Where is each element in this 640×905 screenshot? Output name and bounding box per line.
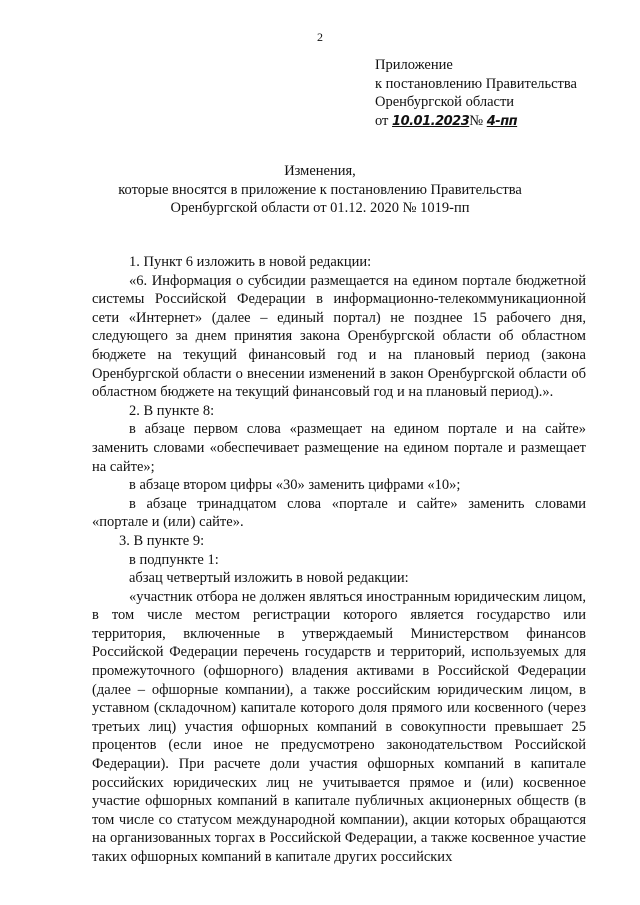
title-line-2: которые вносятся в приложение к постановлению Правительства: [118, 181, 522, 198]
paragraph-subitem-1: в подпункте 1:: [129, 551, 219, 568]
date-prefix: от: [375, 112, 389, 129]
appendix-line-1: Приложение: [375, 57, 453, 73]
paragraph-item-1: 1. Пункт 6 изложить в новой редакции:: [129, 254, 372, 270]
paragraph-quote-6: «6. Информация о субсидии размещается на едином портале бюджетной системы Российской Федерации в информационно-телекоммуникационной сети «Интернет» (далее – единый портал) не позднее 15 рабочего дня, следующего за днем принятия закона Оренбургской области об областном бюджете на текущий финансовый год и на плановый период (закона Оренбургской области о внесении изменений в закон Оренбургской области об областном бюджете на текущий финансовый год и на плановый период).».: [92, 272, 586, 401]
page-number: 2: [317, 30, 323, 44]
appendix-date-line: [375, 112, 577, 132]
paragraph-item-2-b: в абзаце втором цифры «30» заменить цифрами «10»;: [129, 477, 461, 494]
paragraph-quote-participant: «участник отбора не должен являться иностранным юридическим лицом, в том числе местом регистрации которого является государство или территория, включенные в утверждаемый Министерством финансов Российской Федерации перечень государств и территорий, используемых для промежуточного (офшорного) владения активами в Российской Федерации (далее – офшорные компании), а также российским юридическим лицом, в уставном (складочном) капитале которого доля прямого или косвенного (через третьих лиц) участия офшорных компаний в совокупности превышает 25 процентов (если иное не предусмотрено законодательством Российской Федерации). При расчете доли участия офшорных компаний в капитале российских юридических лиц не учитывается прямое и (или) косвенное участие офшорных компаний в капитале публичных акционерных обществ (в том числе со статусом международной компании), акции которых обращаются на организованных торгах в Российской Федерации, а также косвенное участие таких офшорных компаний в капитале других российских: [92, 588, 586, 865]
paragraph-item-2-a: в абзаце первом слова «размещает на едином портале и на сайте» заменить словами «обеспечивает размещение на едином портале и размещает на сайте»;: [92, 421, 586, 475]
paragraph-abzac-4: абзац четвертый изложить в новой редакции:: [129, 570, 409, 587]
number-prefix: №: [469, 112, 484, 129]
document-body: [92, 253, 586, 867]
paragraph-item-2: 2. В пункте 8:: [129, 402, 215, 419]
document-title: [0, 162, 640, 218]
appendix-header: [375, 56, 577, 131]
handwritten-date: 10.01.2023: [392, 113, 470, 129]
paragraph-item-2-c: в абзаце тринадцатом слова «портале и сайте» заменить словами «портале и (или) сайте».: [92, 495, 586, 531]
handwritten-number: 4-пп: [486, 113, 518, 129]
paragraph-item-3: 3. В пункте 9:: [119, 532, 205, 549]
title-line-3: Оренбургской области от 01.12. 2020 № 1019-пп: [170, 200, 470, 216]
appendix-line-2: к постановлению Правительства: [375, 75, 577, 92]
title-line-1: Изменения,: [284, 163, 356, 179]
appendix-line-3: Оренбургской области: [375, 94, 515, 110]
